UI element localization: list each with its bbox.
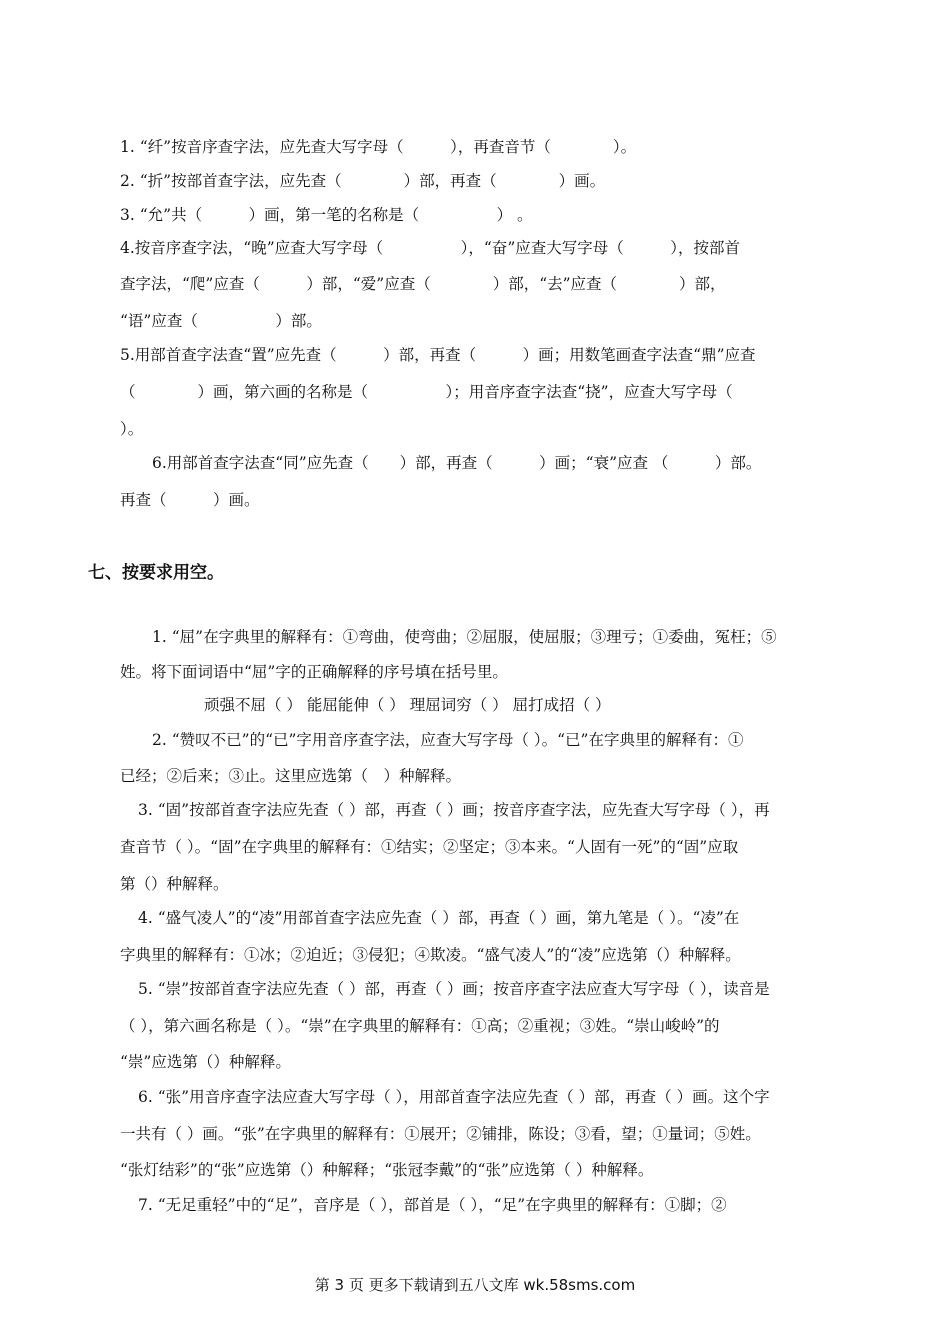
s6-line-3: 3. “允”共（ ）画，第一笔的名称是（ ） 。	[120, 206, 533, 224]
s6-line-5: 查字法，“爬”应查（ ）部，“爱”应查（ ）部，“去”应查（ ）部，	[120, 275, 726, 293]
s7-line-3: 顽强不屈（ ） 能屈能伸（ ） 理屈词穷（ ） 屈打成招（ ）	[204, 696, 611, 714]
s7-line-11: 5. “崇”按部首查字法应先查（ ）部，再查（ ）画；按音序查字法应查大写字母（ ），读音是	[138, 980, 770, 998]
s6-line-11: 再查（ ）画。	[120, 491, 260, 509]
s7-line-4: 2. “赞叹不已”的“已”字用音序查字法，应查大写字母（ ）。“已”在字典里的解释有：①	[152, 731, 744, 749]
s7-line-1: 1. “屈”在字典里的解释有：①弯曲，使弯曲；②屈服，使屈服；③理亏；①委曲，冤枉；⑤	[152, 628, 777, 646]
s6-line-8: （ ）画，第六画的名称是（ ）；用音序查字法查“挠”，应查大写字母（	[120, 383, 733, 401]
s6-line-6: “语”应查（ ）部。	[120, 312, 322, 330]
s6-line-10: 6.用部首查字法查“同”应先查（ ）部，再查（ ）画；“衰”应查 （ ）部。	[152, 454, 762, 472]
s7-line-12: （ ），第六画名称是（ ）。“崇”在字典里的解释有：①高；②重视；③姓。“崇山峻岭”的	[120, 1017, 720, 1035]
s7-line-14: 6. “张”用音序查字法应查大写字母（ ），用部首查字法应先查（ ）部，再查（ ）画。这个字	[138, 1088, 770, 1106]
s7-line-13: “崇”应选第（）种解释。	[120, 1053, 291, 1071]
s7-line-6: 3. “固”按部首查字法应先查（ ）部，再查（ ）画；按音序查字法，应先查大写字母（ ），再	[138, 801, 770, 819]
s7-line-16: “张灯结彩”的“张”应选第（）种解释；“张冠李戴”的“张”应选第（ ）种解释。	[120, 1161, 654, 1179]
section-7-heading: 七、按要求用空。	[88, 563, 224, 583]
s6-line-9: ）。	[120, 420, 144, 438]
s7-line-8: 第（）种解释。	[120, 875, 229, 893]
s6-line-1: 1. “纤”按音序查字法，应先查大写字母（ ），再查音节（ ）。	[120, 138, 637, 156]
s7-line-10: 字典里的解释有：①冰；②迫近；③侵犯；④欺凌。“盛气凌人”的“凌”应选第（）种解释。	[120, 946, 741, 964]
s7-line-15: 一共有（ ）画。“张”在字典里的解释有：①展开；②铺排，陈设；③看，望；①量词；⑤姓。	[120, 1125, 761, 1143]
s7-line-9: 4. “盛气凌人”的“凌”用部首查字法应先查（ ）部，再查（ ）画，第九笔是（ ）。“凌”在	[138, 909, 740, 927]
s7-line-5: 已经；②后来；③止。这里应选第（ ）种解释。	[120, 767, 462, 785]
s6-line-7: 5.用部首查字法查“置”应先查（ ）部，再查（ ）画；用数笔画查字法查“鼎”应查	[120, 346, 756, 364]
page-footer: 第 3 页 更多下载请到五八文库 wk.58sms.com	[314, 1276, 636, 1294]
s7-line-7: 查音节（ ）。“固”在字典里的解释有：①结实；②坚定；③本来。“人固有一死”的“固”应取	[120, 838, 739, 856]
s7-line-2: 姓。将下面词语中“屈”字的正确解释的序号填在括号里。	[120, 663, 508, 681]
s6-line-4: 4.按音序查字法，“晚”应查大写字母（ ），“奋”应查大写字母（ ），按部首	[120, 239, 740, 257]
s6-line-2: 2. “折”按部首查字法，应先查（ ）部，再查（ ）画。	[120, 172, 606, 190]
s7-line-17: 7. “无足重轻”中的“足”，音序是（ ），部首是（ ），“足”在字典里的解释有：①脚；②	[138, 1196, 727, 1214]
